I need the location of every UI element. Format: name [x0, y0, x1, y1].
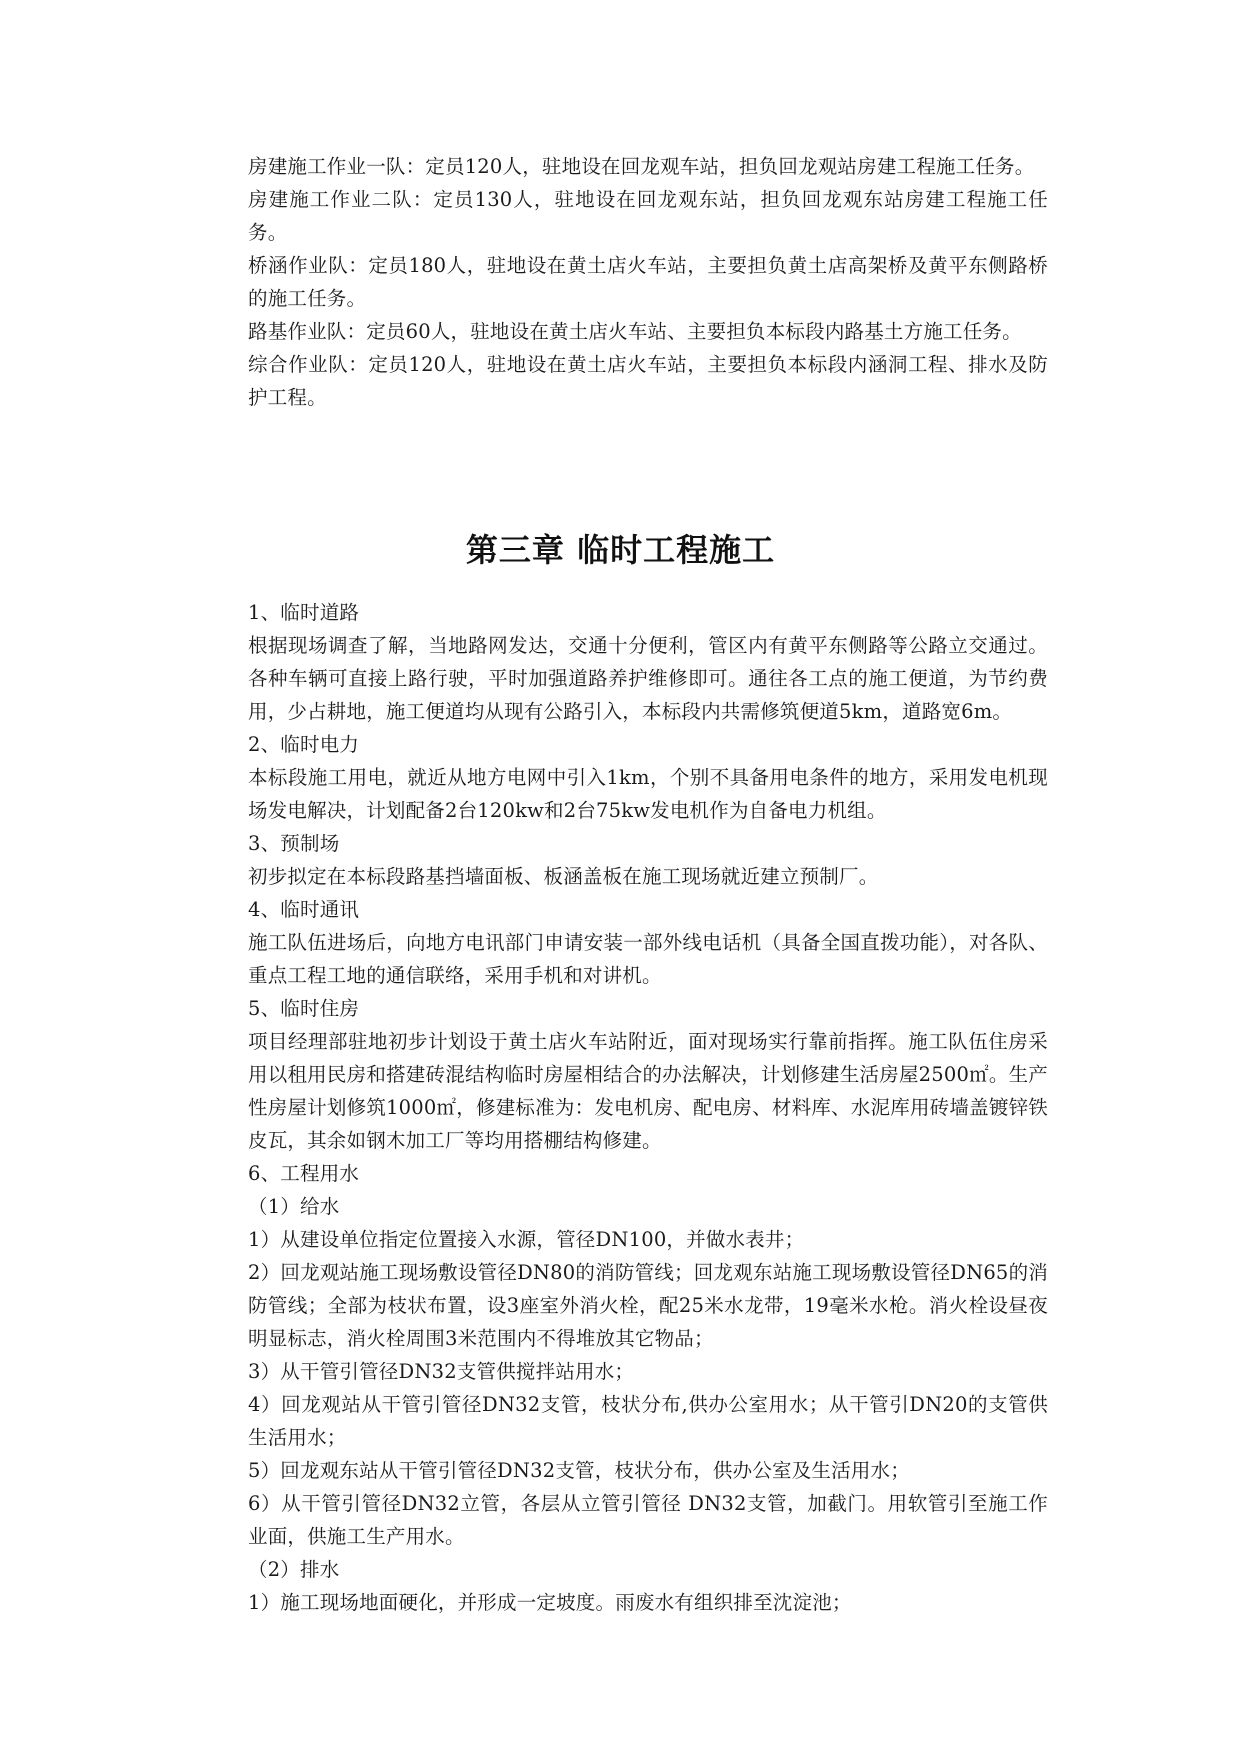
list-item: 2）回龙观站施工现场敷设管径DN80的消防管线；回龙观东站施工现场敷设管径DN65的消防管线；全部为枝状布置，设3座室外消火栓，配25米水龙带，19毫米水枪。消火栓设昼夜明显标志，消火栓周围3米范围内不得堆放其它物品； — [248, 1261, 1048, 1350]
paragraph: 房建施工作业二队：定员130人，驻地设在回龙观东站，担负回龙观东站房建工程施工任务。 — [248, 188, 1048, 244]
section-heading: 2、临时电力 — [248, 733, 360, 756]
chapter-body — [248, 596, 1048, 1619]
paragraph: 本标段施工用电，就近从地方电网中引入1km，个别不具备用电条件的地方，采用发电机现场发电解决，计划配备2台120kw和2台75kw发电机作为自备电力机组。 — [248, 766, 1048, 822]
paragraph: 综合作业队：定员120人，驻地设在黄土店火车站，主要担负本标段内涵洞工程、排水及防护工程。 — [248, 353, 1048, 409]
section-heading: 3、预制场 — [248, 832, 340, 855]
section-heading: 6、工程用水 — [248, 1162, 360, 1185]
list-item: 4）回龙观站从干管引管径DN32支管，枝状分布,供办公室用水；从干管引DN20的支管供生活用水； — [248, 1393, 1048, 1449]
list-item: 3）从干管引管径DN32支管供搅拌站用水； — [248, 1360, 635, 1383]
paragraph: 根据现场调查了解，当地路网发达，交通十分便利，管区内有黄平东侧路等公路立交通过。各种车辆可直接上路行驶，平时加强道路养护维修即可。通往各工点的施工便道，为节约费用，少占耕地，施工便道均从现有公路引入，本标段内共需修筑便道5km，道路宽6m。 — [248, 634, 1048, 723]
paragraph: 初步拟定在本标段路基挡墙面板、板涵盖板在施工现场就近建立预制厂。 — [248, 865, 879, 888]
section-heading: 1、临时道路 — [248, 601, 360, 624]
list-item: 5）回龙观东站从干管引管径DN32支管，枝状分布，供办公室及生活用水； — [248, 1459, 910, 1482]
list-item: 6）从干管引管径DN32立管，各层从立管引管径 DN32支管，加截门。用软管引至施工作业面，供施工生产用水。 — [248, 1492, 1048, 1548]
paragraph: 项目经理部驻地初步计划设于黄土店火车站附近，面对现场实行靠前指挥。施工队伍住房采用以租用民房和搭建砖混结构临时房屋相结合的办法解决，计划修建生活房屋2500㎡。生产性房屋计划修筑1000㎡，修建标准为：发电机房、配电房、材料库、水泥库用砖墙盖镀锌铁皮瓦，其余如钢木加工厂等均用搭棚结构修建。 — [248, 1030, 1048, 1152]
section-heading: 5、临时住房 — [248, 997, 360, 1020]
list-item: 1）施工现场地面硬化，并形成一定坡度。雨废水有组织排至沈淀池； — [248, 1591, 852, 1614]
paragraph: 房建施工作业一队：定员120人，驻地设在回龙观车站，担负回龙观站房建工程施工任务。 — [248, 155, 1035, 178]
list-item: 1）从建设单位指定位置接入水源，管径DN100，并做水表井； — [248, 1228, 805, 1251]
chapter-title: 第三章 临时工程施工 — [465, 531, 776, 569]
paragraph: 施工队伍进场后，向地方电讯部门申请安装一部外线电话机（具备全国直拨功能），对各队、重点工程工地的通信联络，采用手机和对讲机。 — [248, 931, 1048, 987]
paragraph: 桥涵作业队：定员180人，驻地设在黄土店火车站，主要担负黄土店高架桥及黄平东侧路桥的施工任务。 — [248, 254, 1048, 310]
section-heading: 4、临时通讯 — [248, 898, 360, 921]
subsection-heading: （1）给水 — [248, 1195, 340, 1218]
team-list — [248, 150, 1048, 414]
subsection-heading: （2）排水 — [248, 1558, 340, 1581]
paragraph: 路基作业队：定员60人，驻地设在黄土店火车站、主要担负本标段内路基土方施工任务。 — [248, 320, 1022, 343]
